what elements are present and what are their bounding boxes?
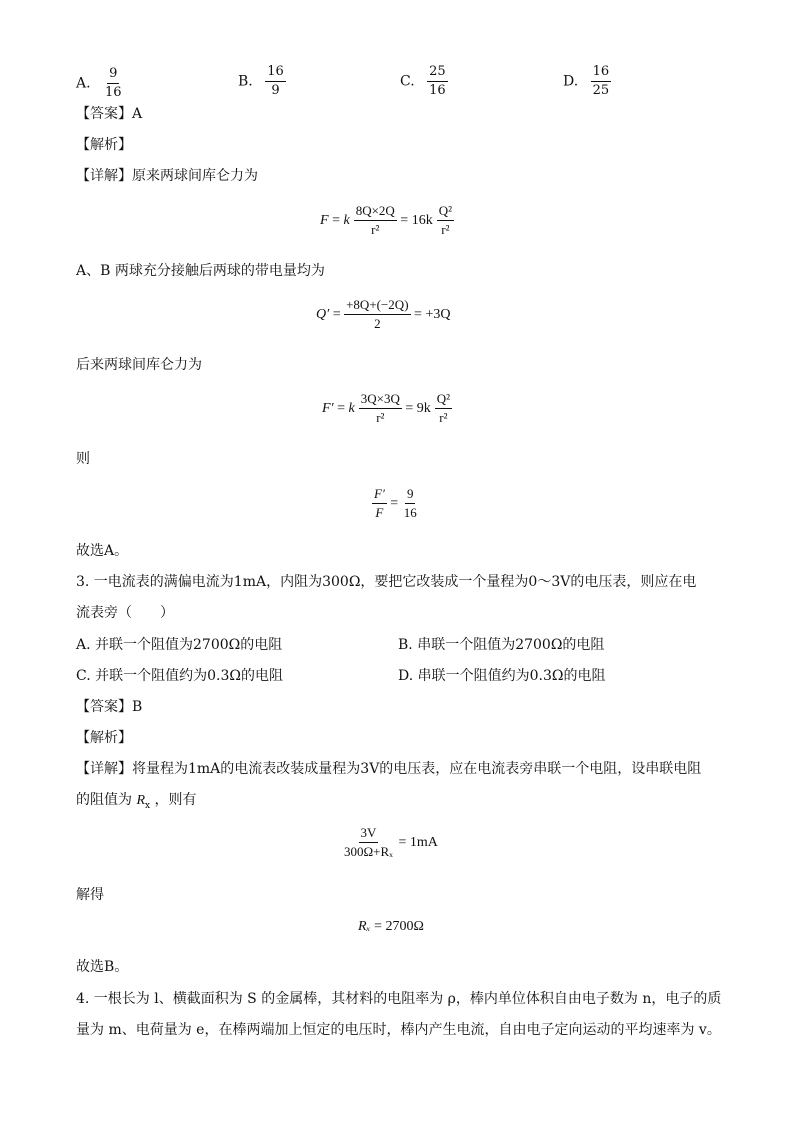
q3-stem-line2: 流表旁（ ）	[76, 605, 174, 621]
equation-result: Rₓ = 2700Ω	[358, 919, 424, 934]
q3-solve: 解得	[76, 887, 104, 903]
q4-line1: 4. 一根长为 l、横截面积为 S 的金属棒，其材料的电阻率为 ρ，棒内单位体积自由电子数为 n，电子的质	[76, 991, 722, 1007]
q3-detail-line1: 【详解】将量程为1mA的电流表改装成量程为3V的电压表，应在电流表旁串联一个电阻，设串联电阻	[76, 761, 702, 777]
option-a	[76, 66, 124, 101]
q3-option-a: A. 并联一个阻值为2700Ω的电阻	[76, 637, 283, 653]
option-fraction: $\frac{16}{9}$	[267, 64, 284, 98]
option-c	[400, 64, 448, 99]
option-letter: A.	[76, 75, 91, 92]
q2-later-force: 后来两球间库仑力为	[76, 357, 202, 373]
q2-after-contact: A、B 两球充分接触后两球的带电量均为	[76, 263, 325, 279]
q3-conclusion: 故选B。	[76, 959, 129, 975]
q3-option-d: D. 串联一个阻值约为0.3Ω的电阻	[398, 668, 606, 684]
option-letter: D.	[563, 73, 579, 90]
equation-ratio: $\frac{F'}{F}$ = $\frac{9}{16}$	[374, 486, 417, 520]
q3-option-b: B. 串联一个阻值为2700Ω的电阻	[398, 637, 605, 653]
equation-current: $\frac{3V}{\text{300Ω+Rₓ}}$ = 1mA	[344, 825, 438, 859]
option-letter: B.	[238, 73, 253, 90]
equation-coulomb-initial: F = k $\frac{8Q\times 2Q}{\text{r²}}$ = 16k $\frac{\text{Q²}}{\text{r²}}$	[320, 203, 452, 237]
q3-option-c: C. 并联一个阻值约为0.3Ω的电阻	[76, 668, 283, 684]
equation-charge-after: Q′ = $\frac{+8Q+(-2Q)}{2}$ = +3Q	[316, 297, 451, 331]
q3-answer: 【答案】B	[76, 699, 143, 715]
q2-conclusion: 故选A。	[76, 543, 129, 559]
option-fraction: $\frac{25}{16}$	[429, 64, 446, 98]
q2-answer: 【答案】A	[76, 106, 143, 122]
option-d	[563, 64, 611, 99]
q3-analysis-heading: 【解析】	[76, 730, 132, 746]
option-letter: C.	[400, 73, 415, 90]
q2-then: 则	[76, 451, 90, 467]
q2-analysis-heading: 【解析】	[76, 137, 132, 153]
q3-stem-line1: 3. 一电流表的满偏电流为1mA，内阻为300Ω，要把它改装成一个量程为0～3V的电压表，则应在电	[76, 574, 697, 590]
option-fraction: $\frac{16}{25}$	[592, 64, 610, 98]
q3-detail-line2: 的阻值为 $R_x$ ，则有	[76, 792, 197, 811]
q2-detail: 【详解】原来两球间库仑力为	[76, 168, 258, 184]
q4-line2: 量为 m、电荷量为 e，在棒两端加上恒定的电压时，棒内产生电流，自由电子定向运动的平均速率为 v。	[76, 1022, 721, 1038]
equation-coulomb-after: F′ = k $\frac{3Q\times 3Q}{\text{r²}}$ = 9k $\frac{\text{Q²}}{\text{r²}}$	[322, 391, 451, 425]
option-fraction: $\frac{9}{16}$	[105, 66, 122, 100]
option-b	[238, 64, 286, 99]
